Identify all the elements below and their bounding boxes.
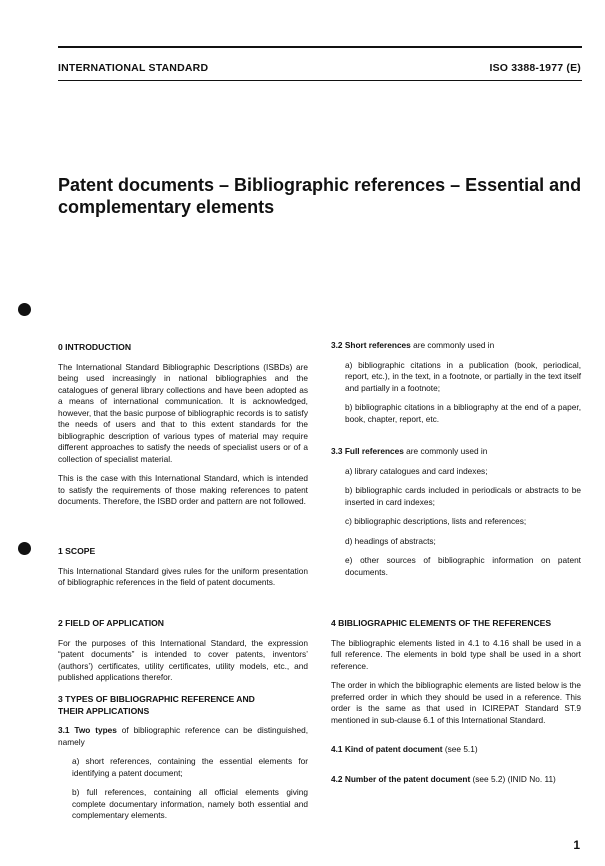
section-2-heading: 2 FIELD OF APPLICATION [58,618,164,628]
section-3-1-item-b: b) full references, containing all official elements giving complete documentary information, namely both essential and complementary elements. [72,787,308,820]
section-4-1 [331,744,581,756]
section-3-2-text: are commonly used in [410,340,495,350]
title-line-2: complementary elements [58,197,275,217]
section-4-para-2: The order in which the bibliographic elements are listed below is the preferred order in which they should be used in a reference. This order is the same as that used in ICIREPAT Standard ST.9 mentioned in sub-clause 6.1 of this International Standard. [331,680,581,725]
section-0-heading: 0 INTRODUCTION [58,342,132,352]
section-3-3-text: are commonly used in [403,446,488,456]
section-3-3-item-e: e) other sources of bibliographic information on patent documents. [345,555,581,577]
section-1-para: This International Standard gives rules for the uniform presentation of bibliographic references in the field of patent documents. [58,565,308,587]
section-3-2-bold: 3.2 Short references [331,340,411,350]
section-3-3-lead [331,446,581,458]
section-4-2-text: (see 5.2) (INID No. 11) [470,773,556,784]
section-4-1-bold: 4.1 Kind of patent document [331,744,443,754]
section-4-2 [331,774,581,786]
section-0-para-1: The International Standard Bibliographic Descriptions (ISBDs) are being used increasingly in national bibliographies and the catalogues of general library collections and have been adopted as a means of international communication. It is acknowledged, however, that the basic purpose of bibliographic records is to satisfy the needs of users and that to this extent standards for the bibliographic description of various types of material may require different approaches to satisfy the needs of specialist users or of a collection of specialist material. [58,361,308,464]
section-1-heading: 1 SCOPE [58,546,96,556]
page-number: 1 [573,838,580,852]
section-4 [331,618,581,785]
section-3 [58,694,308,822]
header-left: INTERNATIONAL STANDARD [58,62,209,74]
section-3-2-item-a: a) bibliographic citations in a publication (book, periodical, report, etc.), in the text, in a footnote, or partially in the text itself and partially in a footnote; [345,359,581,393]
section-3-1-item-a: a) short references, containing the essential elements for identifying a patent document; [72,756,308,778]
margin-bullet-1 [18,303,31,316]
section-3-2-item-b: b) bibliographic citations in a bibliography at the end of a paper, book, chapter, report, etc. [345,402,581,424]
section-0-para-2: This is the case with this International Standard, which is intended to satisfy the requirements of those making references to patent documents. Therefore, the ISBD order and pattern are not followed. [58,473,308,506]
header-bottom-rule [58,80,582,81]
section-3-2 [331,340,581,425]
section-3-3-item-d: d) headings of abstracts; [345,535,436,546]
section-3-heading-line-1: 3 TYPES OF BIBLIOGRAPHIC REFERENCE AND [58,694,255,704]
header-right: ISO 3388-1977 (E) [489,62,581,74]
section-3-heading-line-2: THEIR APPLICATIONS [58,705,150,716]
section-2-para: For the purposes of this International Standard, the expression “patent documents” is intended to cover patents, inventors’ (authors’) certificates, utility certificates, utility models, etc., and published applications therefor. [58,637,308,682]
section-4-heading: 4 BIBLIOGRAPHIC ELEMENTS OF THE REFERENCES [331,618,552,628]
section-3-3 [331,446,581,578]
section-4-1-text: (see 5.1) [442,744,478,754]
section-4-para-1: The bibliographic elements listed in 4.1 to 4.16 shall be used in a full reference. The elements in bold type shall be used in a short reference. [331,637,581,671]
section-2 [58,618,308,684]
margin-bullet-2 [18,542,31,555]
header-top-rule [58,46,582,48]
section-3-1-bold: 3.1 Two types [58,725,117,735]
section-4-2-bold: 4.2 Number of the patent document [331,773,471,784]
section-3-3-item-b: b) bibliographic cards included in periodicals or abstracts to be inserted in card indexes; [345,485,581,507]
section-1 [58,546,308,589]
section-3-1-text: of bibliographic reference can be distinguished, namely [58,725,309,747]
section-3-3-item-c: c) bibliographic descriptions, lists and references; [345,516,527,526]
page-title [58,174,588,218]
section-3-1 [58,725,308,748]
section-3-3-bold: 3.3 Full references [331,446,404,456]
section-3-2-lead [331,340,581,352]
section-0 [58,342,308,508]
section-3-3-item-a: a) library catalogues and card indexes; [345,465,488,476]
title-line-1: Patent documents – Bibliographic references – Essential and [58,175,582,195]
